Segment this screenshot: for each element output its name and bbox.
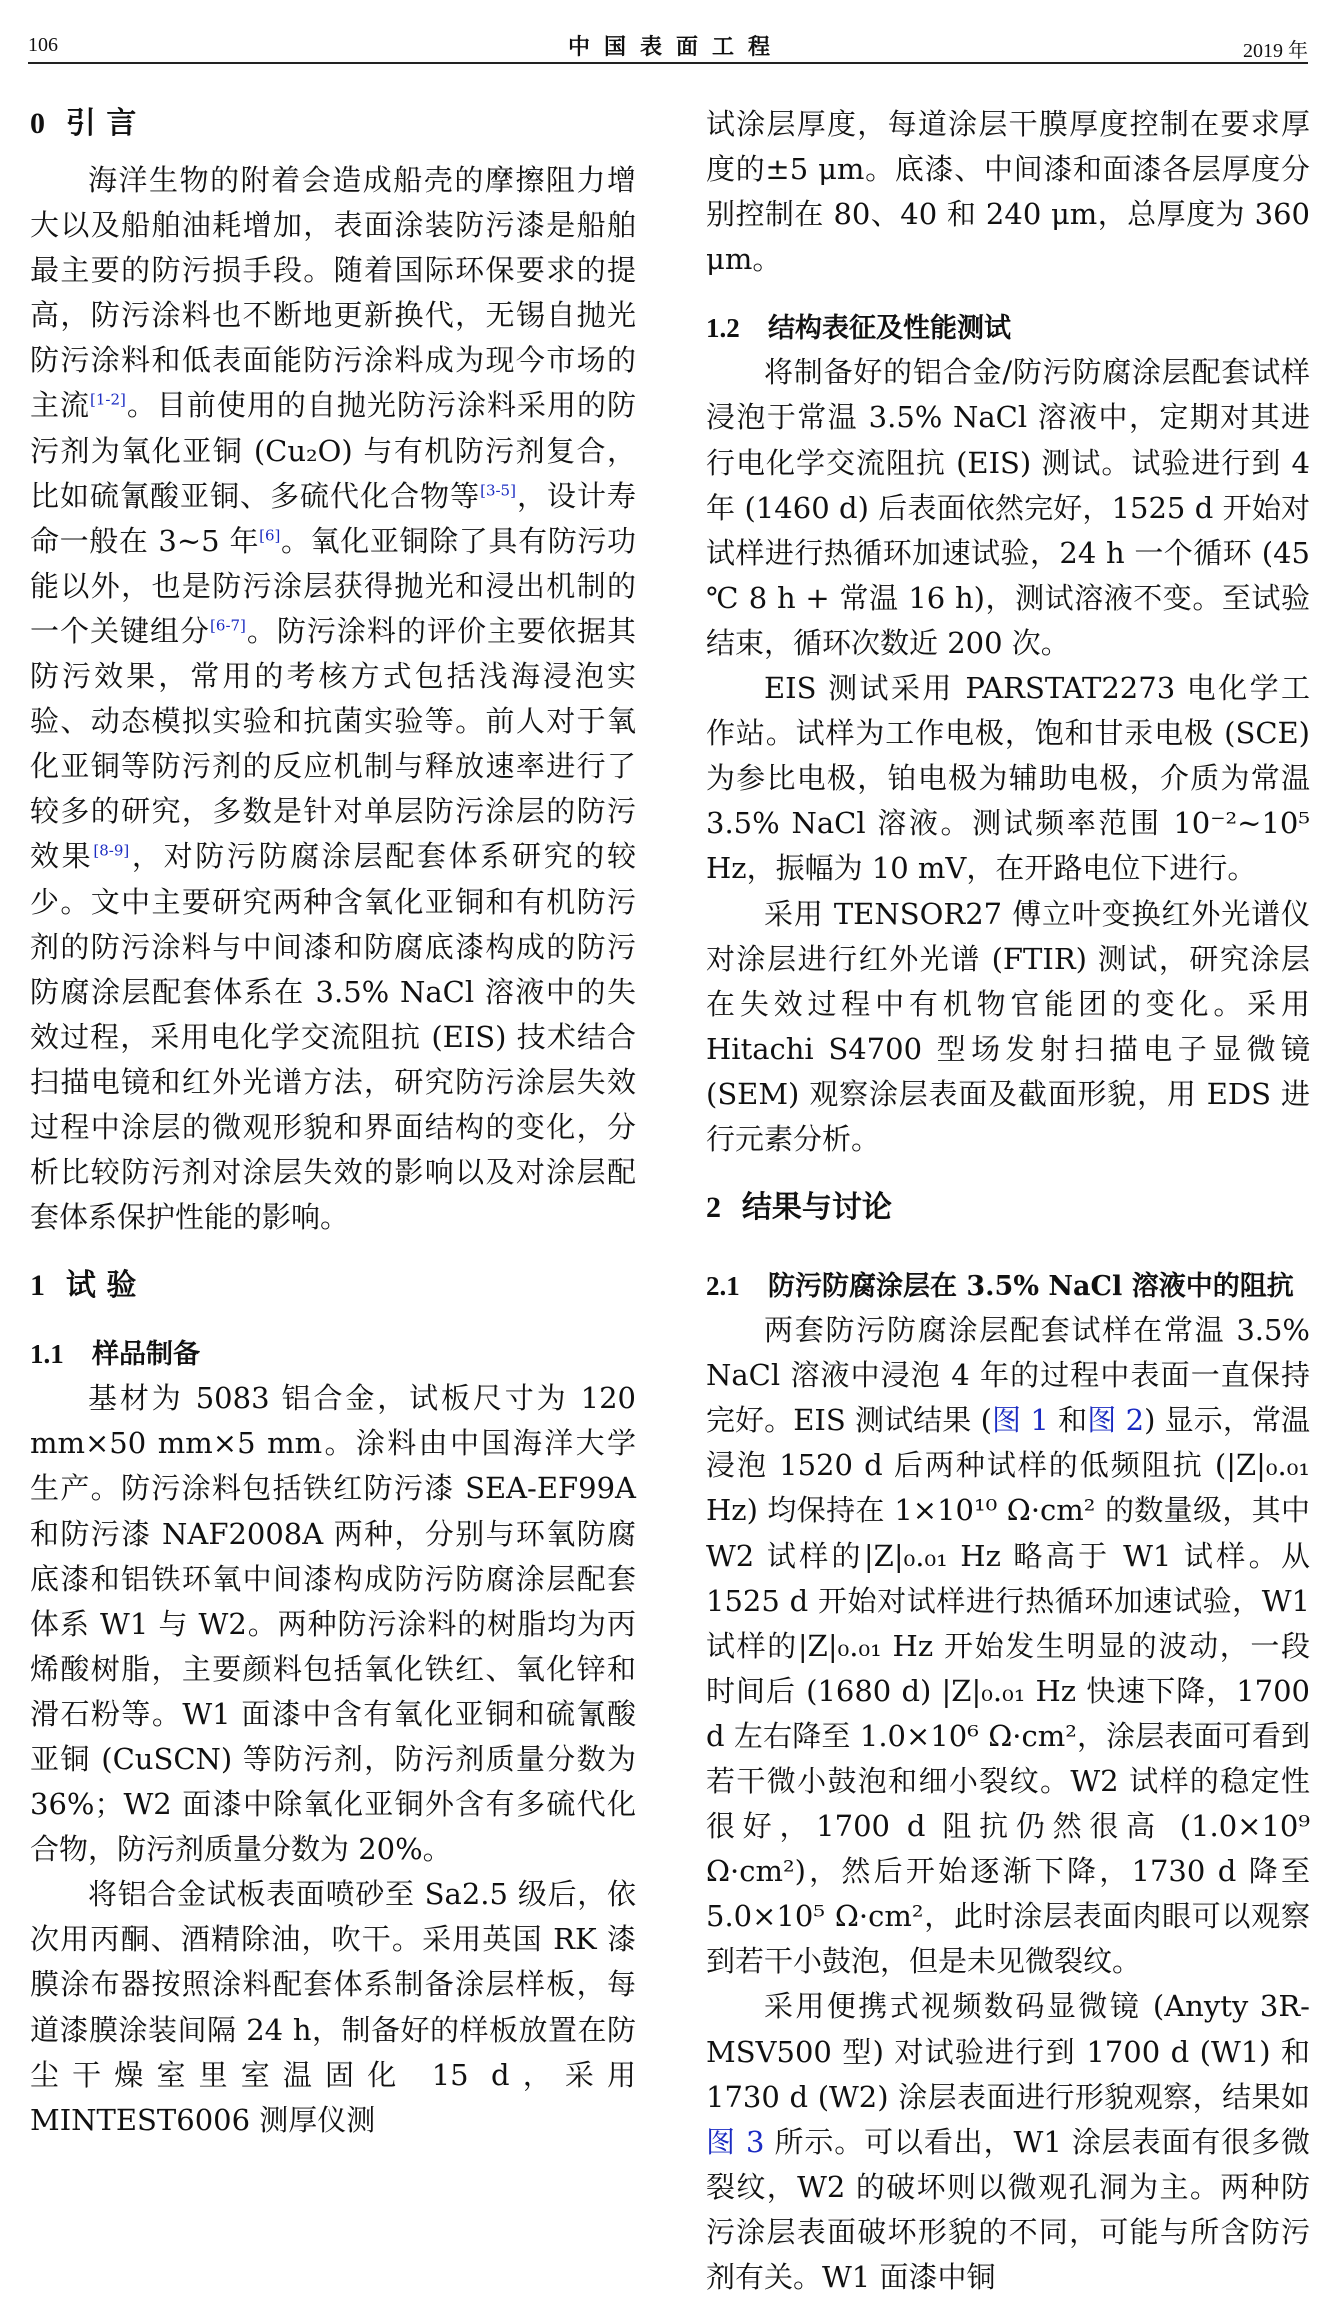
figure-2-link[interactable]: 图 2 bbox=[1087, 1403, 1145, 1438]
paragraph-eis-setup: EIS 测试采用 PARSTAT2273 电化学工作站。试样为工作电极，饱和甘汞电极 (SCE) 为参比电极，铂电极为辅助电极，介质为常温 3.5% NaCl 溶液。测试频率范围 10⁻²~10⁵ Hz，振幅为 10 mV，在开路电位下进行。 bbox=[706, 671, 1310, 886]
subsection-heading-characterization: 1.2 结构表征及性能测试 bbox=[706, 313, 1011, 345]
paragraph-immersion-test: 将制备好的铝合金/防污防腐涂层配套试样浸泡于常温 3.5% NaCl 溶液中，定期对其进行电化学交流阻抗 (EIS) 测试。试验进行到 4 年 (1460 d) 后表面依然完好，1525 d 开始对试样进行热循环加速试验，24 h 一个循环 (45 ℃ 8 h + 常温 16 h)，测试溶液不变。至试验结束，循环次数近 200 次。 bbox=[706, 355, 1310, 660]
page-number: 106 bbox=[28, 34, 58, 56]
section-heading-introduction: 0 引 言 bbox=[30, 106, 137, 141]
subsection-heading-sample-prep: 1.1 样品制备 bbox=[30, 1339, 200, 1371]
paragraph-microscopy: 采用便携式视频数码显微镜 (Anyty 3R-MSV500 型) 对试验进行到 1700 d (W1) 和 1730 d (W2) 涂层表面进行形貌观察，结果如图 3 所示。可以看出，W1 涂层表面有很多微裂纹，W2 的破坏则以微观孔洞为主。两种防污涂层表面破坏形貌的不同，可能与所含防污剂有关。W1 面漆中铜 bbox=[706, 1989, 1310, 2295]
subsection-heading-impedance: 2.1 防污防腐涂层在 3.5% NaCl 溶液中的阻抗 bbox=[706, 1271, 1294, 1303]
running-header bbox=[28, 26, 1308, 60]
publication-year: 2019 年 bbox=[1243, 40, 1308, 62]
journal-name: 中国表面工程 bbox=[568, 34, 785, 60]
figure-1-link[interactable]: 图 1 bbox=[991, 1403, 1049, 1438]
citation-link[interactable]: [6-7] bbox=[210, 616, 246, 635]
right-column bbox=[706, 102, 1310, 2300]
citation-link[interactable]: [8-9] bbox=[93, 841, 130, 860]
paragraph-thickness-continued: 试涂层厚度，每道涂层干膜厚度控制在要求厚度的±5 μm。底漆、中间漆和面漆各层厚度分别控制在 80、40 和 240 μm，总厚度为 360 μm。 bbox=[706, 107, 1310, 277]
paragraph-substrate: 基材为 5083 铝合金，试板尺寸为 120 mm×50 mm×5 mm。涂料由中国海洋大学生产。防污涂料包括铁红防污漆 SEA-EF99A 和防污漆 NAF2008A 两种，分别与环氧防腐底漆和铝铁环氧中间漆构成防污防腐涂层配套体系 W1 与 W2。两种防污涂料的树脂均为丙烯酸树脂，主要颜料包括氧化铁红、氧化锌和滑石粉等。W1 面漆中含有氧化亚铜和硫氰酸亚铜 (CuSCN) 等防污剂，防污剂质量分数为 36%；W2 面漆中除氧化亚铜外含有多硫代化合物，防污剂质量分数为 20%。 bbox=[30, 1381, 636, 1867]
citation-link[interactable]: [3-5] bbox=[480, 481, 516, 499]
header-rule bbox=[28, 62, 1308, 64]
paragraph-coating-prep: 将铝合金试板表面喷砂至 Sa2.5 级后，依次用丙酮、酒精除油，吹干。采用英国 RK 漆膜涂布器按照涂料配套体系制备涂层样板，每道漆膜涂装间隔 24 h，制备好的样板放置在防尘干燥室里室温固化 15 d，采用 MINTEST6006 测厚仪测 bbox=[30, 1877, 636, 2137]
citation-link[interactable]: [1-2] bbox=[90, 390, 126, 409]
intro-paragraph: 海洋生物的附着会造成船壳的摩擦阻力增大以及船舶油耗增加，表面涂装防污漆是船舶最主要的防污损手段。随着国际环保要求的提高，防污涂料也不断地更新换代，无锡自抛光防污涂料和低表面能防污涂料成为现今市场的主流[1-2]。目前使用的自抛光防污涂料采用的防污剂为氧化亚铜 (Cu₂O) 与有机防污剂复合，比如硫氰酸亚铜、多硫代化合物等[3-5]，设计寿命一般在 3~5 年[6]。氧化亚铜除了具有防污功能以外，也是防污涂层获得抛光和浸出机制的一个关键组分[6-7]。防污涂料的评价主要依据其防污效果，常用的考核方式包括浅海浸泡实验、动态模拟实验和抗菌实验等。前人对于氧化亚铜等防污剂的反应机制与释放速率进行了较多的研究，多数是针对单层防污涂层的防污效果[8-9]，对防污防腐涂层配套体系研究的较少。文中主要研究两种含氧化亚铜和有机防污剂的防污涂料与中间漆和防腐底漆构成的防污防腐涂层配套体系在 3.5% NaCl 溶液中的失效过程，采用电化学交流阻抗 (EIS) 技术结合扫描电镜和红外光谱方法，研究防污涂层失效过程中涂层的微观形貌和界面结构的变化，分析比较防污剂对涂层失效的影响以及对涂层配套体系保护性能的影响。 bbox=[30, 163, 636, 1235]
paragraph-ftir-sem: 采用 TENSOR27 傅立叶变换红外光谱仪对涂层进行红外光谱 (FTIR) 测试，研究涂层在失效过程中有机物官能团的变化。采用 Hitachi S4700 型场发射扫描电子显微镜 (SEM) 观察涂层表面及截面形貌，用 EDS 进行元素分析。 bbox=[706, 896, 1310, 1156]
left-column bbox=[30, 102, 636, 2143]
paragraph-eis-results: 两套防污防腐涂层配套试样在常温 3.5% NaCl 溶液中浸泡 4 年的过程中表面一直保持完好。EIS 测试结果 (图 1 和图 2) 显示，常温浸泡 1520 d 后两种试样的低频阻抗 (|Z|₀.₀₁ Hz) 均保持在 1×10¹⁰ Ω·cm² 的数量级，其中 W2 试样的|Z|₀.₀₁ Hz 略高于 W1 试样。从 1525 d 开始对试样进行热循环加速试验，W1 试样的|Z|₀.₀₁ Hz 开始发生明显的波动，一段时间后 (1680 d) |Z|₀.₀₁ Hz 快速下降，1700 d 左右降至 1.0×10⁶ Ω·cm²，涂层表面可看到若干微小鼓泡和细小裂纹。W2 试样的稳定性很好，1700 d 阻抗仍然很高 (1.0×10⁹ Ω·cm²)，然后开始逐渐下降，1730 d 降至 5.0×10⁵ Ω·cm²，此时涂层表面肉眼可以观察到若干小鼓泡，但是未见微裂纹。 bbox=[706, 1313, 1310, 1979]
section-heading-results: 2 结果与讨论 bbox=[706, 1190, 892, 1226]
citation-link[interactable]: [6] bbox=[259, 526, 281, 545]
figure-3-link[interactable]: 图 3 bbox=[706, 2124, 765, 2159]
section-heading-experiment: 1 试 验 bbox=[30, 1268, 137, 1304]
